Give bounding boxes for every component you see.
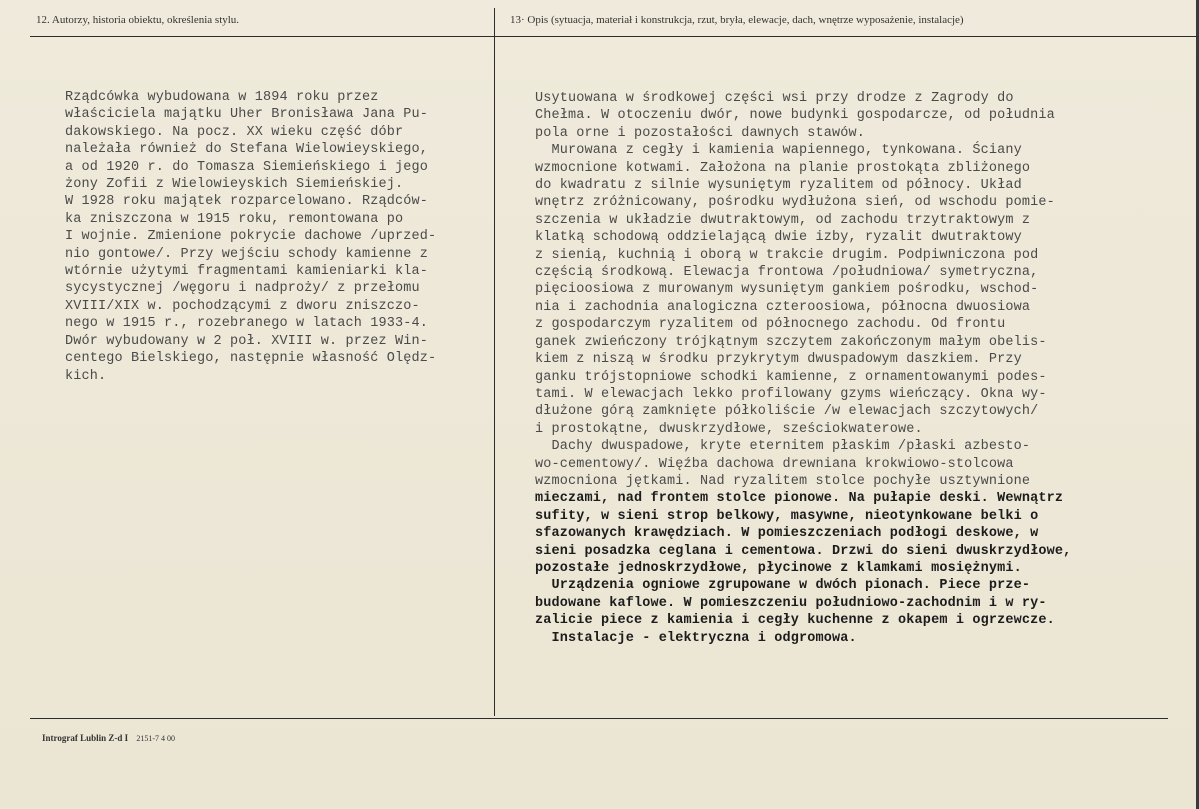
text-line: żony Zofii z Wielowieyskich Siemieńskiej.	[65, 177, 404, 193]
text-line: pozostałe jednoskrzydłowe, płycinowe z klamkami mosiężnymi.	[535, 560, 1022, 576]
text-line: Murowana z cegły i kamienia wapiennego, tynkowana. Ściany	[535, 143, 1022, 159]
text-line: Dwór wybudowany w 2 poł. XVIII w. przez Win-	[65, 333, 429, 349]
header-divider	[30, 36, 1199, 37]
section-13-header: 13· Opis (sytuacja, materiał i konstrukcja, rzut, bryła, elewacje, dach, wnętrze wyposażenie, instalacje)	[510, 14, 964, 26]
text-line: Chełma. W otoczeniu dwór, nowe budynki gospodarcze, od południa	[535, 108, 1055, 124]
text-line: dakowskiego. Na pocz. XX wieku część dóbr	[65, 124, 404, 140]
section-12-header: 12. Autorzy, historia obiektu, określenia stylu.	[36, 14, 240, 26]
text-line: W 1928 roku majątek rozparcelowano. Rządców-	[65, 194, 429, 210]
text-line: z sienią, kuchnią i oborą w trakcie drugim. Podpiwniczona pod	[535, 247, 1039, 263]
text-line: wzmocniona jętkami. Nad ryzalitem stolce pochyłe usztywnione	[535, 473, 1031, 489]
text-line: dłużone górą zamknięte półkoliście /w elewacjach szczytowych/	[535, 404, 1039, 420]
text-line: sycystycznej /węgoru i nadproży/ z przełomu	[65, 281, 420, 297]
description-text	[535, 90, 1071, 647]
text-line: nio gontowe/. Przy wejściu schody kamienne z	[65, 246, 429, 262]
text-line: właściciela majątku Uher Bronisława Jana Pu-	[65, 107, 429, 123]
text-line: klatką schodową oddzielającą dwie izby, ryzalit dwutraktowy	[535, 230, 1022, 246]
text-line: a od 1920 r. do Tomasza Siemieńskiego i jego	[65, 159, 429, 175]
text-line: sieni posadzka ceglana i cementowa. Drzwi do sieni dwuskrzydłowe,	[535, 543, 1072, 559]
text-line: należała również do Stefana Wielowieyskiego,	[65, 142, 429, 158]
text-line: centego Bielskiego, następnie własność Olędz-	[65, 351, 437, 367]
text-line: wnętrz zróżnicowany, pośrodku wydłużona sień, od wschodu pomie-	[535, 195, 1055, 211]
text-line: sufity, w sieni strop belkowy, masywne, nieotynkowane belki o	[535, 508, 1039, 524]
footer-divider	[30, 718, 1168, 719]
text-line: z gospodarczym ryzalitem od północnego zachodu. Od frontu	[535, 317, 1006, 333]
text-line: Instalacje - elektryczna i odgromowa.	[535, 630, 857, 646]
text-line: pięcioosiowa z murowanym wysuniętym gankiem pośrodku, wschod-	[535, 282, 1039, 298]
text-line: wo-cementowy/. Więźba dachowa drewniana krokwiowo-stolcowa	[535, 456, 1014, 472]
text-line: nia i zachodnia analogiczna czteroosiowa, północna dwuosiowa	[535, 299, 1031, 315]
text-line: I wojnie. Zmienione pokrycie dachowe /uprzed-	[65, 229, 437, 245]
text-line: Dachy dwuspadowe, kryte eternitem płaskim /płaski azbesto-	[535, 439, 1031, 455]
text-line: do kwadratu z silnie wysuniętym ryzalitem od północy. Układ	[535, 178, 1022, 194]
text-line: ka zniszczona w 1915 roku, remontowana po	[65, 211, 404, 227]
text-line: ganku trójstopniowe schodki kamienne, z ornamentowanymi podes-	[535, 369, 1047, 385]
text-line: ganek zwieńczony trójkątnym szczytem zakończonym małym obelis-	[535, 334, 1047, 350]
text-line: pola orne i pozostałości dawnych stawów.	[535, 125, 866, 141]
text-line: kich.	[65, 368, 107, 384]
text-line: Usytuowana w środkowej części wsi przy drodze z Zagrody do	[535, 91, 1014, 106]
text-line: mieczami, nad frontem stolce pionowe. Na pułapie deski. Wewnątrz	[535, 491, 1064, 507]
text-line: Urządzenia ogniowe zgrupowane w dwóch pionach. Piece prze-	[535, 578, 1031, 594]
text-line: Rządcówka wybudowana w 1894 roku przez	[65, 90, 379, 105]
history-text	[65, 89, 436, 385]
column-divider	[494, 8, 495, 716]
text-line: nego w 1915 r., rozebranego w latach 1933-4.	[65, 316, 429, 332]
text-line: sfazowanych krawędziach. W pomieszczeniach podłogi deskowe, w	[535, 526, 1039, 542]
text-line: szczenia w układzie dwutraktowym, od zachodu trzytraktowym z	[535, 212, 1031, 228]
text-line: zalicie piece z kamienia i cegły kuchenne z okapem i ogrzewcze.	[535, 613, 1055, 629]
text-line: XVIII/XIX w. pochodzącymi z dworu zniszczo-	[65, 298, 420, 314]
text-line: wtórnie użytymi fragmentami kamieniarki kla-	[65, 264, 429, 280]
text-line: i prostokątne, dwuskrzydłowe, sześciokwaterowe.	[535, 421, 923, 437]
text-line: wzmocnione kotwami. Założona na planie prostokąta zbliżonego	[535, 160, 1031, 176]
printer-footer	[42, 733, 175, 743]
form-code: 2151-7 4 00	[136, 734, 176, 743]
text-line: budowane kaflowe. W pomieszczeniu południowo-zachodnim i w ry-	[535, 595, 1047, 611]
text-line: tami. W elewacjach lekko profilowany gzyms wieńczący. Okna wy-	[535, 386, 1047, 402]
text-line: częścią środkową. Elewacja frontowa /południowa/ symetryczna,	[535, 265, 1039, 281]
text-line: kiem z niszą w środku przykrytym dwuspadowym daszkiem. Przy	[535, 352, 1022, 368]
printer-name: Intrograf Lublin Z-d I	[42, 733, 129, 743]
